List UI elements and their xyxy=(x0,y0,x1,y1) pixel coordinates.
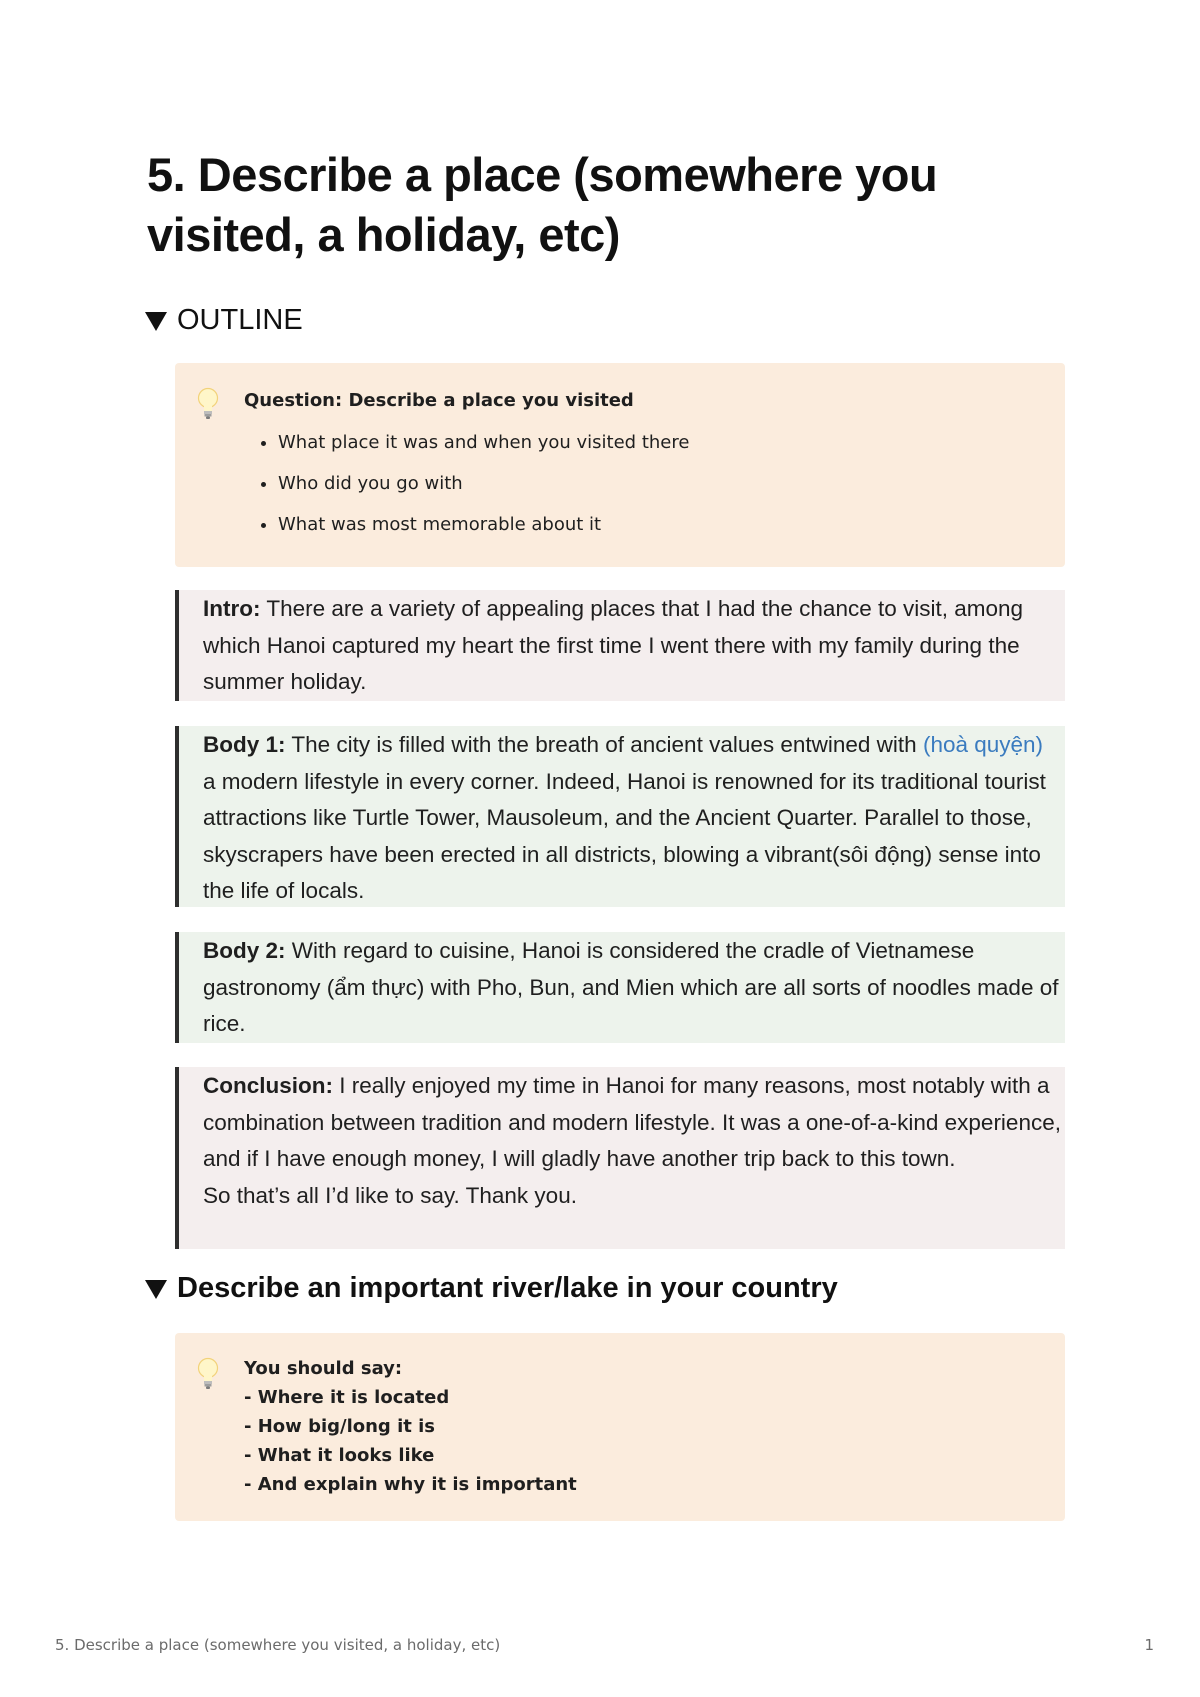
intro-label: Intro: xyxy=(203,596,261,621)
callout-body xyxy=(244,1354,1045,1499)
callout-line: - How big/long it is xyxy=(244,1416,436,1437)
body1-quote xyxy=(175,726,1065,907)
conclusion-text: I really enjoyed my time in Hanoi for many reasons, most notably with a combination between tradition and modern lifestyle. It was a one-of-a-kind experience, and if I have enough money, I will gladly have another trip back to this town. xyxy=(203,1073,1061,1171)
callout-line: - And explain why it is important xyxy=(244,1474,577,1495)
body2-label: Body 2: xyxy=(203,938,286,963)
question-list xyxy=(244,422,1045,545)
toggle-outline-label: OUTLINE xyxy=(177,304,303,336)
body2-text: With regard to cuisine, Hanoi is considered the cradle of Vietnamese gastronomy (ẩm thực) with Pho, Bun, and Mien which are all sorts of noodles made of rice. xyxy=(203,938,1059,1036)
body1-text-after: a modern lifestyle in every corner. Indeed, Hanoi is renowned for its traditional tourist attractions like Turtle Tower, Mausoleum, and the Ancient Quarter. Parallel to those, skyscrapers have been erected in all districts, blowing a vibrant(sôi động) sense into the life of locals. xyxy=(203,768,1046,903)
body1-label: Body 1: xyxy=(203,732,286,757)
conclusion-closing: So that’s all I’d like to say. Thank you. xyxy=(203,1182,577,1208)
footer-title: 5. Describe a place (somewhere you visited, a holiday, etc) xyxy=(55,1636,501,1654)
body2-quote xyxy=(175,932,1065,1043)
river-callout xyxy=(175,1333,1065,1521)
callout-line: - What it looks like xyxy=(244,1445,435,1466)
intro-quote xyxy=(175,590,1065,701)
lightbulb-icon xyxy=(197,1357,219,1391)
conclusion-label: Conclusion: xyxy=(203,1073,333,1098)
callout-line: You should say: xyxy=(244,1358,403,1379)
toggle-river[interactable] xyxy=(145,1270,838,1306)
callout-body xyxy=(244,386,1045,545)
intro-text: There are a variety of appealing places that I had the chance to visit, among which Hanoi captured my heart the first time I went there with my family during the summer holiday. xyxy=(203,596,1024,694)
body1-text-before: The city is filled with the breath of ancient values entwined with xyxy=(285,732,923,757)
callout-question: Question: Describe a place you visited xyxy=(244,390,634,411)
page-title: 5. Describe a place (somewhere you visited, a holiday, etc) xyxy=(147,148,938,261)
callout-line: - Where it is located xyxy=(244,1387,450,1408)
triangle-down-icon[interactable] xyxy=(145,1280,167,1299)
list-item: • Who did you go with xyxy=(278,463,1045,504)
question-callout xyxy=(175,363,1065,567)
conclusion-quote xyxy=(175,1067,1065,1249)
triangle-down-icon[interactable] xyxy=(145,312,167,331)
footer-page-number: 1 xyxy=(1144,1636,1154,1654)
body1-highlight: (hoà quyện) xyxy=(922,732,1044,757)
list-item: • What place it was and when you visited there xyxy=(278,422,1045,463)
toggle-river-label: Describe an important river/lake in your country xyxy=(177,1272,838,1304)
list-item: • What was most memorable about it xyxy=(278,504,1045,545)
toggle-outline[interactable] xyxy=(145,302,303,338)
lightbulb-icon xyxy=(197,387,219,421)
